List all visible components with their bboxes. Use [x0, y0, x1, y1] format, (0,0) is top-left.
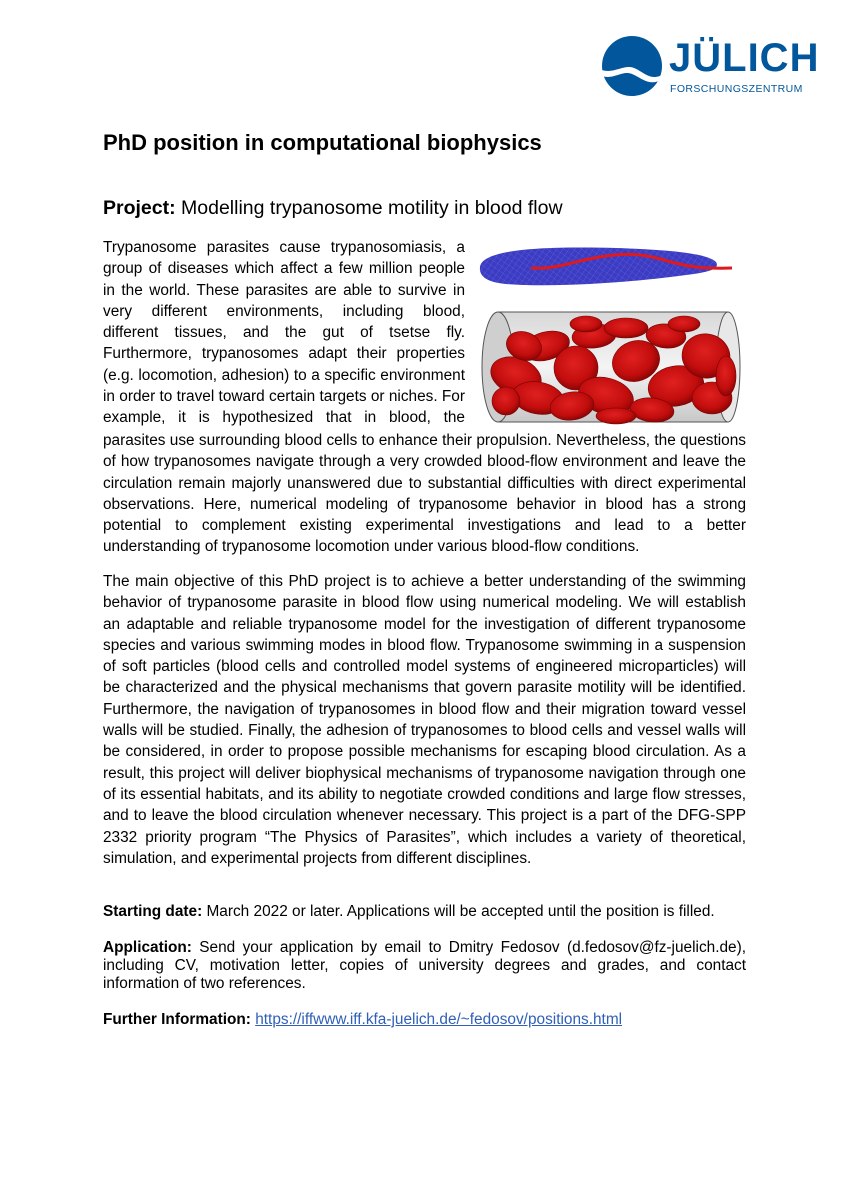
text-line: potential to complement existing experimental investigations and lead to a better: [103, 517, 746, 535]
text-line: parasites use surrounding blood cells to enhance their propulsion. Nevertheless, the questions: [103, 432, 746, 449]
application-label: Application:: [103, 939, 192, 956]
juelich-emblem-icon: [600, 34, 664, 98]
text-line: in the world. These parasites are able to survive in: [103, 281, 465, 299]
text-line: in order to travel toward certain targets or niches. For: [103, 388, 465, 406]
text-line: (e.g. locomotion, adhesion) to a specific environment: [103, 366, 465, 384]
red-blood-cell: [570, 316, 602, 332]
page-title: PhD position in computational biophysics: [103, 130, 542, 155]
red-blood-cell: [716, 356, 736, 396]
text-line: example, it is hypothesized that in blood, the: [103, 409, 465, 427]
text-line: different tissues, and the gut of tsetse fly.: [103, 324, 465, 342]
red-blood-cell: [596, 408, 636, 424]
further-information-label: Further Information:: [103, 1011, 251, 1028]
paragraph-1-continued: [103, 430, 746, 558]
text-line: Trypanosome parasites cause trypanosomiasis, a: [103, 239, 465, 256]
text-line: of its essential habitats, and its ability to negotiate crowded conditions and large flow stresses,: [103, 785, 746, 803]
project-heading: [103, 194, 563, 222]
text-line: observations. Here, numerical modeling of trypanosome behavior in blood has a strong: [103, 495, 746, 513]
paragraph-1-intro: [103, 237, 465, 429]
application-line-3: information of two references.: [103, 975, 306, 992]
text-line: of soft particles (blood cells and controlled model systems of engineered microparticles) will: [103, 658, 746, 676]
text-line: understanding of trypanosome locomotion under various blood-flow conditions.: [103, 538, 640, 556]
blood-cells-vessel-image: [476, 306, 742, 428]
red-blood-cell: [604, 318, 648, 338]
text-line: and to leave the blood circulation whenever necessary. This project is a part of the DFG-SPP: [103, 807, 746, 825]
trypanosome-model-image: [476, 242, 738, 292]
text-line: species and various swimming modes in blood flow. Trypanosome swimming in a suspension: [103, 636, 746, 654]
juelich-logo: [600, 34, 820, 100]
application-line-1: Application: Send your application by email to Dmitry Fedosov (d.fedosov@fz-juelich.de),: [103, 939, 746, 956]
project-text: Modelling trypanosome motility in blood flow: [181, 197, 563, 219]
text-line: The main objective of this PhD project is to achieve a better understanding of the swimming: [103, 573, 746, 590]
text-line: be characterized and the physical mechanisms that govern parasite motility will be identified.: [103, 679, 746, 697]
project-label: Project:: [103, 197, 176, 219]
application-line-2: including CV, motivation letter, copies of university degrees and grades, and contact: [103, 957, 746, 974]
starting-date-text: March 2022 or later. Applications will be accepted until the position is filled.: [206, 903, 715, 920]
text-line: Furthermore, trypanosomes adapt their properties: [103, 345, 465, 363]
text-line: group of diseases which affect a few million people: [103, 260, 465, 278]
text-line: be considered, in order to propose possible mechanisms for escaping blood circulation. As a: [103, 743, 746, 761]
text-line: an adaptable and reliable trypanosome model for the investigation of different trypanosome: [103, 615, 746, 633]
text-line: result, this project will deliver biophysical mechanisms of trypanosome navigation through one: [103, 764, 746, 782]
text-line: simulation, and experimental projects from different disciplines.: [103, 849, 532, 867]
red-blood-cell: [492, 387, 520, 415]
text-line: walls will be studied. Finally, the adhesion of trypanosomes to blood cells and vessel walls will: [103, 722, 746, 740]
starting-date-label: Starting date:: [103, 903, 203, 920]
logo-name: JÜLICH: [669, 36, 820, 80]
positions-link[interactable]: https://iffwww.iff.kfa-juelich.de/~fedosov/positions.html: [255, 1011, 623, 1028]
text-line: 2332 priority program “The Physics of Parasites”, which includes a variety of theoretical,: [103, 828, 746, 846]
text-line: circulation remain majorly unanswered due to substantial difficulties with direct experimental: [103, 474, 746, 492]
text-line: behavior of trypanosome parasite in blood flow using numerical modeling. We will establish: [103, 594, 746, 612]
logo-subtitle: FORSCHUNGSZENTRUM: [670, 83, 803, 95]
text-line: very different environments, including blood,: [103, 302, 465, 320]
text-line: of how trypanosomes navigate through a very crowded blood-flow environment and leave the: [103, 453, 746, 471]
text-line: Furthermore, the navigation of trypanosomes in blood flow and their migration toward vessel: [103, 700, 746, 718]
paragraph-2: [103, 571, 746, 869]
starting-date: [103, 903, 715, 921]
red-blood-cell: [668, 316, 700, 332]
application: [103, 939, 746, 993]
further-information: [103, 1011, 622, 1029]
